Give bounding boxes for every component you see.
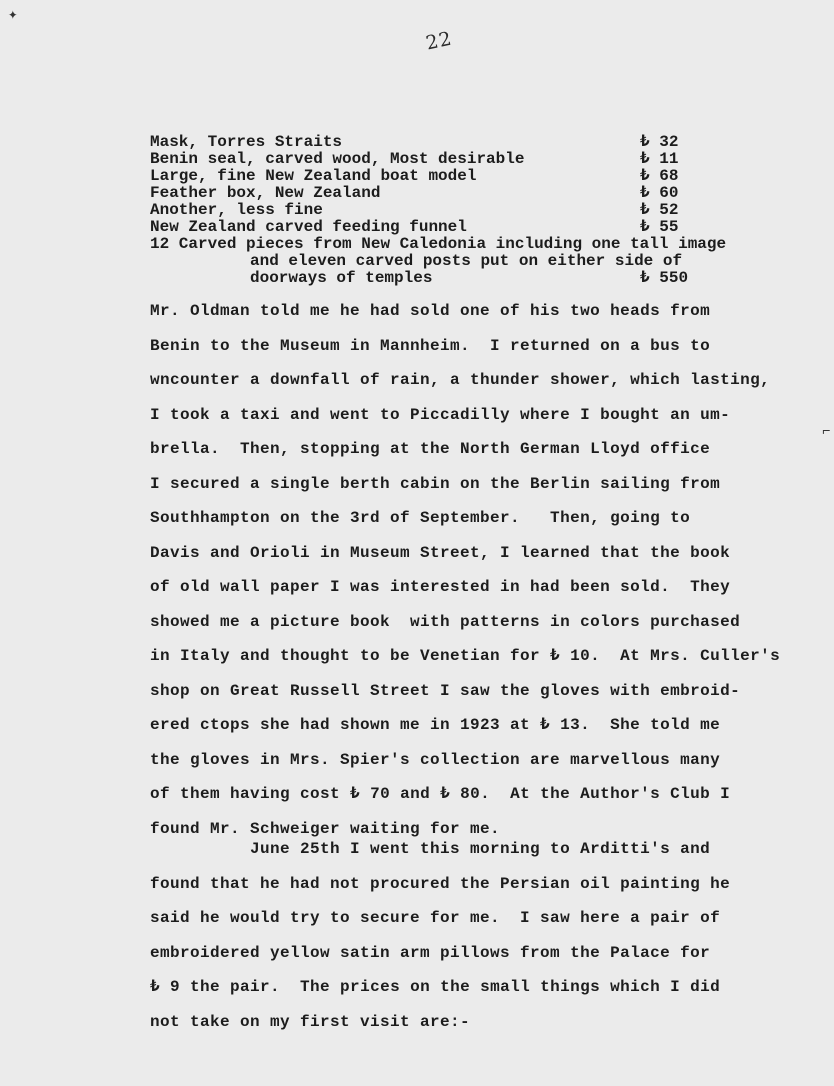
text-line: Davis and Orioli in Museum Street, I learned that the book bbox=[150, 543, 731, 562]
text-line: Benin to the Museum in Mannheim. I returned on a bus to bbox=[150, 336, 711, 355]
list-item bbox=[150, 185, 770, 202]
item-name: Large, fine New Zealand boat model bbox=[150, 167, 477, 185]
item-price: ₺ 68 bbox=[640, 167, 679, 185]
item-name-continuation: and eleven carved posts put on either side of bbox=[250, 252, 683, 270]
text-line: showed me a picture book with patterns in colors purchased bbox=[150, 612, 741, 631]
item-price: ₺ 52 bbox=[640, 201, 679, 219]
item-name: Benin seal, carved wood, Most desirable bbox=[150, 150, 525, 168]
price-list bbox=[150, 134, 770, 287]
item-price: ₺ 32 bbox=[640, 133, 679, 151]
list-item bbox=[150, 134, 770, 151]
text-line: embroidered yellow satin arm pillows from the Palace for bbox=[150, 943, 711, 962]
text-line: wncounter a downfall of rain, a thunder shower, which lasting, bbox=[150, 371, 771, 389]
body-paragraph bbox=[150, 832, 800, 1039]
list-item bbox=[150, 219, 770, 236]
text-line: I secured a single berth cabin on the Berlin sailing from bbox=[150, 474, 721, 493]
item-price: ₺ 550 bbox=[640, 269, 689, 287]
text-line: Southhampton on the 3rd of September. Then, going to bbox=[150, 509, 691, 527]
item-price: ₺ 60 bbox=[640, 184, 679, 202]
text-line: of old wall paper I was interested in had been sold. They bbox=[150, 578, 731, 596]
list-item bbox=[150, 151, 770, 168]
edge-mark: ⌐ bbox=[822, 424, 831, 440]
text-line: found Mr. Schweiger waiting for me. bbox=[150, 819, 501, 838]
text-line: Mr. Oldman told me he had sold one of his two heads from bbox=[150, 302, 711, 320]
item-name: Feather box, New Zealand bbox=[150, 184, 381, 202]
text-line: ered ctops she had shown me in 1923 at ₺ 13. She told me bbox=[150, 716, 721, 734]
text-line: not take on my first visit are:- bbox=[150, 1012, 471, 1031]
list-item-continuation bbox=[150, 270, 770, 287]
item-name: Mask, Torres Straits bbox=[150, 133, 343, 151]
corner-mark: ✦ bbox=[8, 6, 18, 24]
item-name: New Zealand carved feeding funnel bbox=[150, 218, 467, 236]
item-name-continuation: doorways of temples bbox=[250, 269, 433, 287]
text-line: of them having cost ₺ 70 and ₺ 80. At the Author's Club I bbox=[150, 785, 731, 803]
text-line: the gloves in Mrs. Spier's collection are marvellous many bbox=[150, 750, 721, 769]
item-price: ₺ 55 bbox=[640, 218, 679, 236]
item-price: ₺ 11 bbox=[640, 150, 679, 168]
item-name: Another, less fine bbox=[150, 201, 323, 219]
page-number: 22 bbox=[423, 27, 455, 55]
list-item bbox=[150, 168, 770, 185]
text-line: June 25th I went this morning to Arditti's and bbox=[150, 840, 711, 858]
text-line: ₺ 9 the pair. The prices on the small things which I did bbox=[150, 978, 721, 996]
text-line: found that he had not procured the Persian oil painting he bbox=[150, 874, 731, 893]
text-line: in Italy and thought to be Venetian for ₺ 10. At Mrs. Culler's bbox=[150, 647, 781, 665]
item-name: 12 Carved pieces from New Caledonia including one tall image bbox=[150, 235, 727, 253]
list-item bbox=[150, 236, 770, 253]
text-line: shop on Great Russell Street I saw the gloves with embroid- bbox=[150, 681, 741, 700]
list-item bbox=[150, 202, 770, 219]
text-line: said he would try to secure for me. I saw here a pair of bbox=[150, 909, 721, 927]
text-line: brella. Then, stopping at the North German Lloyd office bbox=[150, 440, 711, 458]
list-item-continuation bbox=[150, 253, 770, 270]
text-line: I took a taxi and went to Piccadilly where I bought an um- bbox=[150, 405, 731, 424]
body-paragraph bbox=[150, 294, 800, 846]
